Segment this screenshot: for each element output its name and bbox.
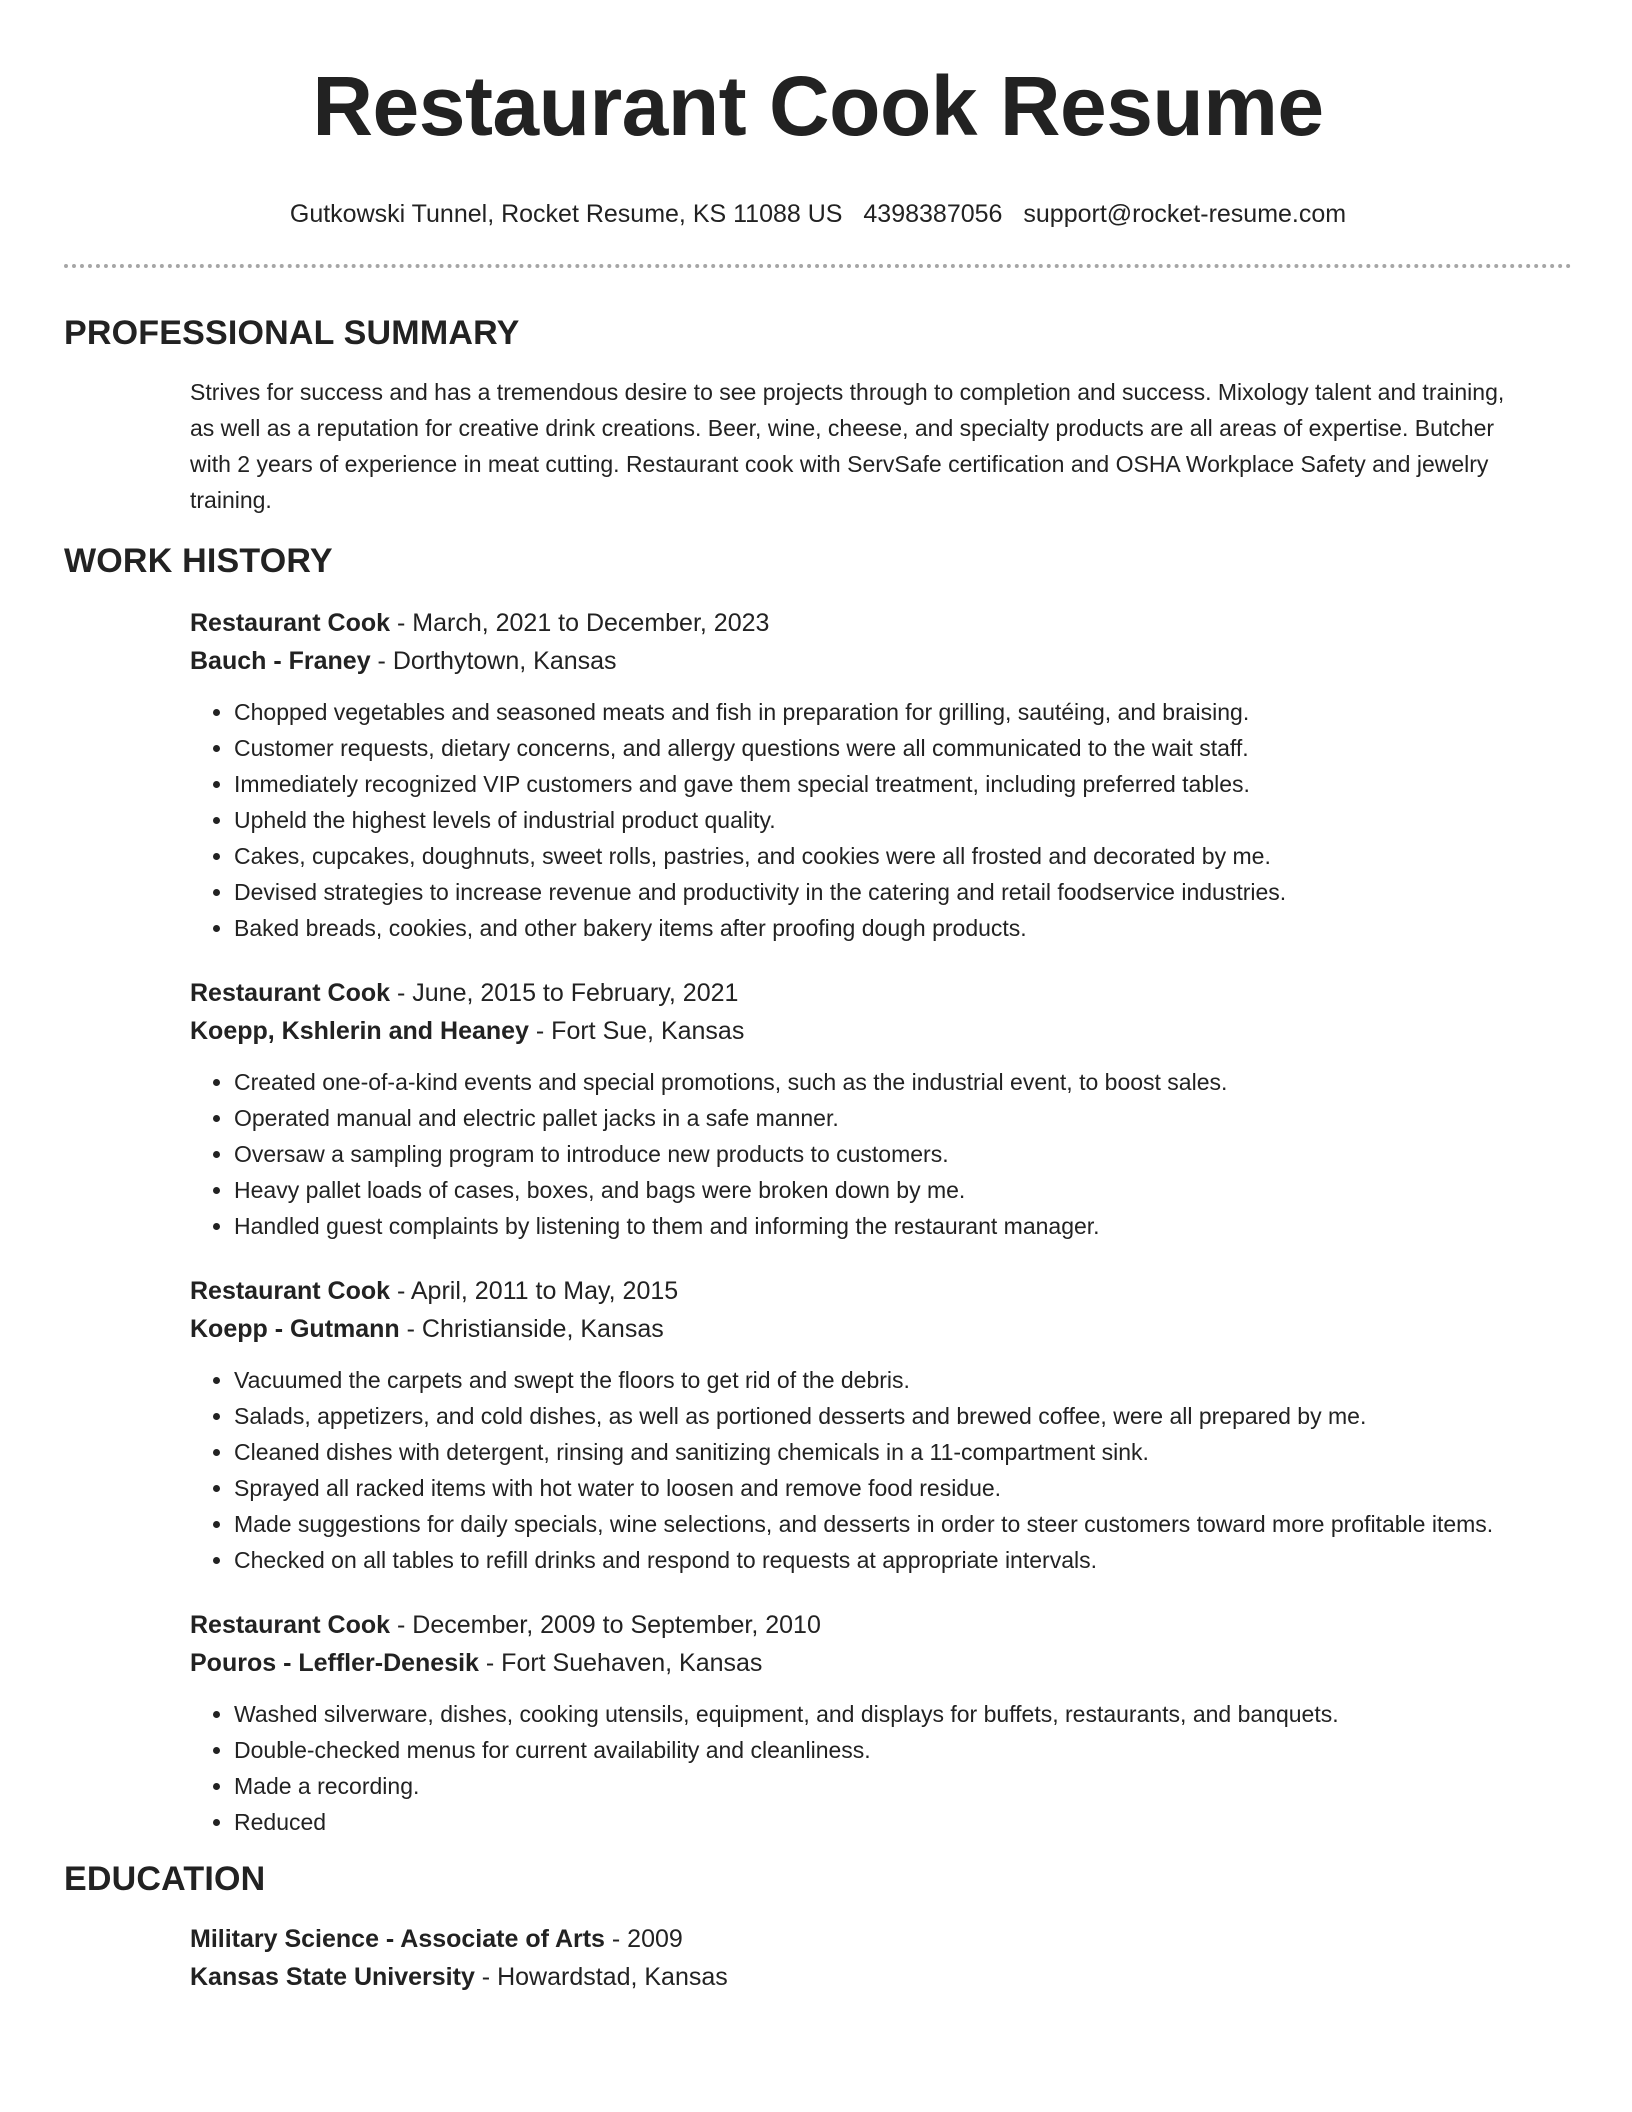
education-entry [190, 1920, 1532, 1996]
job-bullet: • Baked breads, cookies, and other bakery items after proofing dough products. [234, 910, 1532, 946]
job-bullet: • Made suggestions for daily specials, wine selections, and desserts in order to steer customers toward more profitable items. [234, 1506, 1532, 1542]
job-dates: - December, 2009 to September, 2010 [390, 1611, 821, 1639]
job-bullets [190, 1696, 1532, 1840]
job-bullet: • Cakes, cupcakes, doughnuts, sweet rolls, pastries, and cookies were all frosted and decorated by me. [234, 838, 1532, 874]
education-heading: EDUCATION [64, 1860, 266, 1898]
job-bullet: • Operated manual and electric pallet jacks in a safe manner. [234, 1100, 1532, 1136]
education-location: - Howardstad, Kansas [474, 1963, 728, 1991]
summary-heading: PROFESSIONAL SUMMARY [64, 314, 520, 352]
job-company: Bauch - Franey [190, 647, 371, 675]
header-divider [64, 264, 1572, 268]
job-title-line [190, 1606, 1532, 1644]
job-entry [190, 604, 1532, 946]
job-title-line [190, 604, 1532, 642]
contact-phone: 4398387056 [863, 200, 1003, 228]
job-bullet: • Salads, appetizers, and cold dishes, as well as portioned desserts and brewed coffee, were all prepared by me. [234, 1398, 1532, 1434]
job-company-line [190, 642, 1532, 680]
job-title-line [190, 974, 1532, 1012]
job-bullet: • Sprayed all racked items with hot water to loosen and remove food residue. [234, 1470, 1532, 1506]
job-location: - Christianside, Kansas [399, 1315, 664, 1343]
job-bullet: • Chopped vegetables and seasoned meats and fish in preparation for grilling, sautéing, and braising. [234, 694, 1532, 730]
job-dates: - April, 2011 to May, 2015 [390, 1277, 679, 1305]
contact-email: support@rocket-resume.com [1023, 200, 1347, 228]
job-company: Koepp - Gutmann [190, 1315, 400, 1343]
job-location: - Dorthytown, Kansas [370, 647, 617, 675]
job-bullet: • Handled guest complaints by listening to them and informing the restaurant manager. [234, 1208, 1532, 1244]
job-bullets [190, 1064, 1532, 1244]
job-bullet: • Double-checked menus for current availability and cleanliness. [234, 1732, 1532, 1768]
job-bullet: • Oversaw a sampling program to introduce new products to customers. [234, 1136, 1532, 1172]
work-history-heading: WORK HISTORY [64, 542, 333, 580]
job-bullet: • Cleaned dishes with detergent, rinsing and sanitizing chemicals in a 11-compartment sink. [234, 1434, 1532, 1470]
job-title: Restaurant Cook [190, 609, 391, 637]
job-bullet: • Washed silverware, dishes, cooking utensils, equipment, and displays for buffets, restaurants, and banquets. [234, 1696, 1532, 1732]
job-title: Restaurant Cook [190, 1611, 391, 1639]
job-title: Restaurant Cook [190, 1277, 391, 1305]
job-bullet: • Made a recording. [234, 1768, 1532, 1804]
job-company: Koepp, Kshlerin and Heaney [190, 1017, 529, 1045]
job-bullet: • Vacuumed the carpets and swept the floors to get rid of the debris. [234, 1362, 1532, 1398]
job-bullet: • Checked on all tables to refill drinks and respond to requests at appropriate intervals. [234, 1542, 1532, 1578]
job-company-line [190, 1012, 1532, 1050]
education-school: Kansas State University [190, 1963, 475, 1991]
job-dates: - March, 2021 to December, 2023 [390, 609, 770, 637]
job-location: - Fort Suehaven, Kansas [478, 1649, 763, 1677]
job-company: Pouros - Leffler-Denesik [190, 1649, 479, 1677]
resume-title: Restaurant Cook Resume [312, 59, 1324, 153]
job-bullets [190, 1362, 1532, 1578]
job-bullet: • Heavy pallet loads of cases, boxes, and bags were broken down by me. [234, 1172, 1532, 1208]
job-bullet: • Customer requests, dietary concerns, and allergy questions were all communicated to the wait staff. [234, 730, 1532, 766]
job-company-line [190, 1310, 1532, 1348]
education-year: - 2009 [604, 1925, 683, 1953]
job-title: Restaurant Cook [190, 979, 391, 1007]
job-bullets [190, 694, 1532, 946]
summary-text: Strives for success and has a tremendous desire to see projects through to completion and success. Mixology talent and training, as well as a reputation for creative drink creations. Beer, wine, cheese, and specialty products are all areas of expertise. Butcher with 2 years of experience in meat cutting. Restaurant cook with ServSafe certification and OSHA Workplace Safety and jewelry training. [190, 379, 1505, 513]
education-degree: Military Science - Associate of Arts [190, 1925, 605, 1953]
job-company-line [190, 1644, 1532, 1682]
job-entry [190, 974, 1532, 1244]
job-entry [190, 1272, 1532, 1578]
education-school-line [190, 1958, 1532, 1996]
contact-line [64, 198, 1572, 230]
job-bullet: • Reduced [234, 1804, 1532, 1840]
job-title-line [190, 1272, 1532, 1310]
job-bullet: • Immediately recognized VIP customers and gave them special treatment, including preferred tables. [234, 766, 1532, 802]
job-entry [190, 1606, 1532, 1840]
resume-page [64, 0, 1572, 1996]
education-degree-line [190, 1920, 1532, 1958]
job-bullet: • Created one-of-a-kind events and special promotions, such as the industrial event, to boost sales. [234, 1064, 1532, 1100]
job-bullet: • Upheld the highest levels of industrial product quality. [234, 802, 1532, 838]
job-bullet: • Devised strategies to increase revenue and productivity in the catering and retail foodservice industries. [234, 874, 1532, 910]
contact-address: Gutkowski Tunnel, Rocket Resume, KS 11088 US [289, 200, 843, 228]
job-dates: - June, 2015 to February, 2021 [390, 979, 739, 1007]
work-history-list [190, 604, 1532, 1840]
job-location: - Fort Sue, Kansas [528, 1017, 745, 1045]
